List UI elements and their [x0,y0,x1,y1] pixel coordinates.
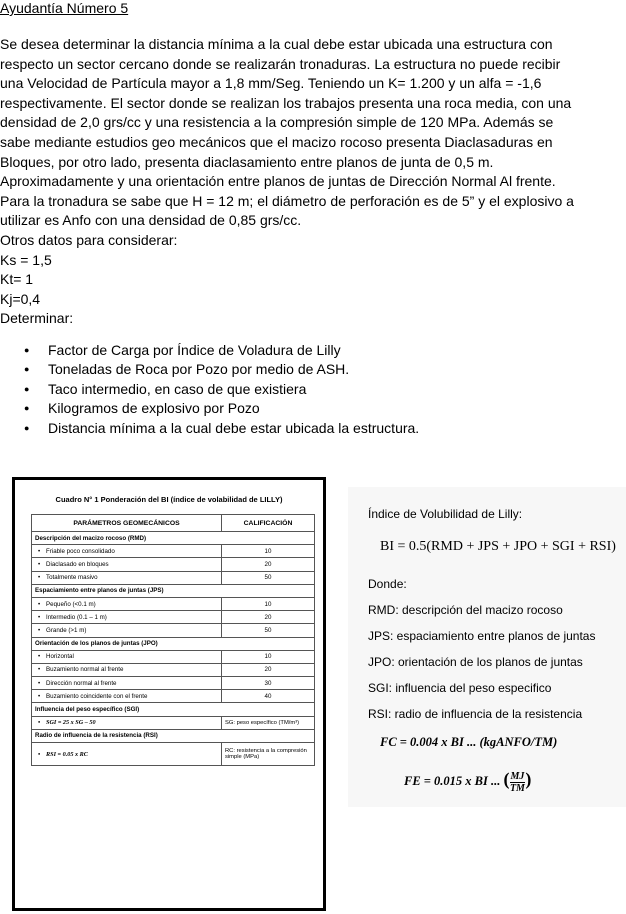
task-list [20,341,419,438]
table-header-cell: PARÁMETROS GEOMECÁNICOS [32,515,222,532]
table-cell: RC: resistencia a la compresión simple (MPa) [222,743,315,766]
fe-units-numerator: MJ [510,770,525,782]
table-cell: 30 [222,677,315,690]
formula-heading: Índice de Volubilidad de Lilly: [368,507,523,521]
text-line: Ks = 1,5 [0,251,52,268]
lilly-formula-image [348,487,626,807]
table-cell: SG: peso específico (TM/m³) [222,716,315,729]
table-cell: • Grande (>1 m) [32,624,222,637]
text-line: Para la tronadura se sabe que H = 12 m; el diámetro de perforación es de 5” y el explosivo a [0,192,574,209]
table-header-cell: CALIFICACIÓN [222,515,315,532]
table-cell: • Diaclasado en bloques [32,558,222,571]
definition-rmd: RMD: descripción del macizo rocoso [368,603,563,617]
text-line: utilizar es Anfo con una densidad de 0,85 grs/cc. [0,212,302,229]
text-line: Kt= 1 [0,271,34,288]
text-line: respectivamente. El sector donde se realizan los trabajos presenta una roca media, con una [0,94,572,111]
bi-table [31,514,315,766]
table-cell: • Intermedio (0.1 – 1 m) [32,611,222,624]
fe-equation-prefix: FE = 0.015 x BI ... [404,774,501,788]
bi-equation: BI = 0.5(RMD + JPS + JPO + SGI + RSI) [380,539,616,554]
fe-equation: FE = 0.015 x BI ... ( $\frac{MJ}{TM}$ ) [404,769,532,794]
text-line: Otros datos para considerar: [0,231,178,248]
list-item: ● Kilogramos de explosivo por Pozo [20,399,419,418]
table-row [32,677,315,690]
table-cell: • Friable poco consolidado [32,545,222,558]
definition-jpo: JPO: orientación de los planos de juntas [368,655,583,669]
fe-units-fraction [510,771,526,794]
table-cell: • RSI = 0.05 x RC [32,743,222,766]
text-line: sabe mediante estudios geo mecánicos que el macizo rocoso presenta Diaclasaduras en [0,133,553,150]
list-item: ● Factor de Carga por Índice de Voladura de Lilly [20,341,419,360]
table-section: Influencia del peso específico (SGI) [32,703,315,716]
problem-statement [0,35,600,329]
list-item: ● Taco intermedio, en caso de que existiera [20,380,419,399]
table-cell: 10 [222,545,315,558]
text-line: una Velocidad de Partícula mayor a 1,8 mm/Seg. Teniendo un K= 1.200 y un alfa = -1,6 [0,75,542,92]
table-row [32,716,315,729]
table-cell: 40 [222,690,315,703]
table-section: Radio de influencia de la resistencia (RSI) [32,729,315,742]
text-line: respecto un sector cercano donde se realizarán tronaduras. La estructura no puede recibir [0,55,561,72]
table-header-row [32,515,315,532]
text-line: Bloques, por otro lado, presenta diaclasamiento entre planos de junta de 0,5 m. [0,153,494,170]
table-row [32,624,315,637]
table-cell: 50 [222,624,315,637]
table-cell: • Pequeño (<0.1 m) [32,597,222,610]
table-cell: • SGI = 25 x SG – 50 [32,716,222,729]
table-row [32,545,315,558]
fc-equation: FC = 0.004 x BI ... (kgANFO/TM) [380,735,558,749]
lilly-table-image [12,477,326,911]
table-section: Espaciamiento entre planos de juntas (JPS) [32,584,315,597]
table-cell: • Totalmente masivo [32,571,222,584]
table-cell: • Horizontal [32,650,222,663]
table-cell: • Dirección normal al frente [32,677,222,690]
table-row [32,650,315,663]
fe-units-denominator: TM [509,782,525,794]
table-cell: 20 [222,611,315,624]
table-row [32,663,315,676]
table-row [32,690,315,703]
definition-sgi: SGI: influencia del peso especifico [368,681,552,695]
text-line: Kj=0,4 [0,290,41,307]
table-row [32,611,315,624]
table-cell: 20 [222,663,315,676]
definition-jps: JPS: espaciamiento entre planos de juntas [368,629,596,643]
table-row [32,571,315,584]
table-cell: 10 [222,597,315,610]
table-row [32,743,315,766]
table-row [32,558,315,571]
table-cell: 50 [222,571,315,584]
table-row [32,597,315,610]
list-item: ● Toneladas de Roca por Pozo por medio de ASH. [20,360,419,379]
text-line: densidad de 2,0 grs/cc y una resistencia a la compresión simple de 120 MPa. Además se [0,114,554,131]
table-cell: 20 [222,558,315,571]
table-cell: 10 [222,650,315,663]
text-line: Aproximadamente y una orientación entre planos de juntas de Dirección Normal Al frente. [0,173,556,190]
text-line: Determinar: [0,310,74,327]
table-cell: • Buzamiento coincidente con el frente [32,690,222,703]
table-section: Orientación de los planos de juntas (JPO) [32,637,315,650]
donde-label: Donde: [368,577,407,591]
page-title: Ayudantía Número 5 [0,0,129,16]
definition-rsi: RSI: radio de influencia de la resistencia [368,707,583,721]
text-line: Se desea determinar la distancia mínima a la cual debe estar ubicada una estructura con [0,36,553,52]
table-cell: • Buzamiento normal al frente [32,663,222,676]
list-item: ● Distancia mínima a la cual debe estar ubicada la estructura. [20,419,419,438]
table-section: Descripción del macizo rocoso (RMD) [32,532,315,545]
table-title: Cuadro N° 1 Ponderación del BI (índice de volabilidad de LILLY) [55,495,283,504]
